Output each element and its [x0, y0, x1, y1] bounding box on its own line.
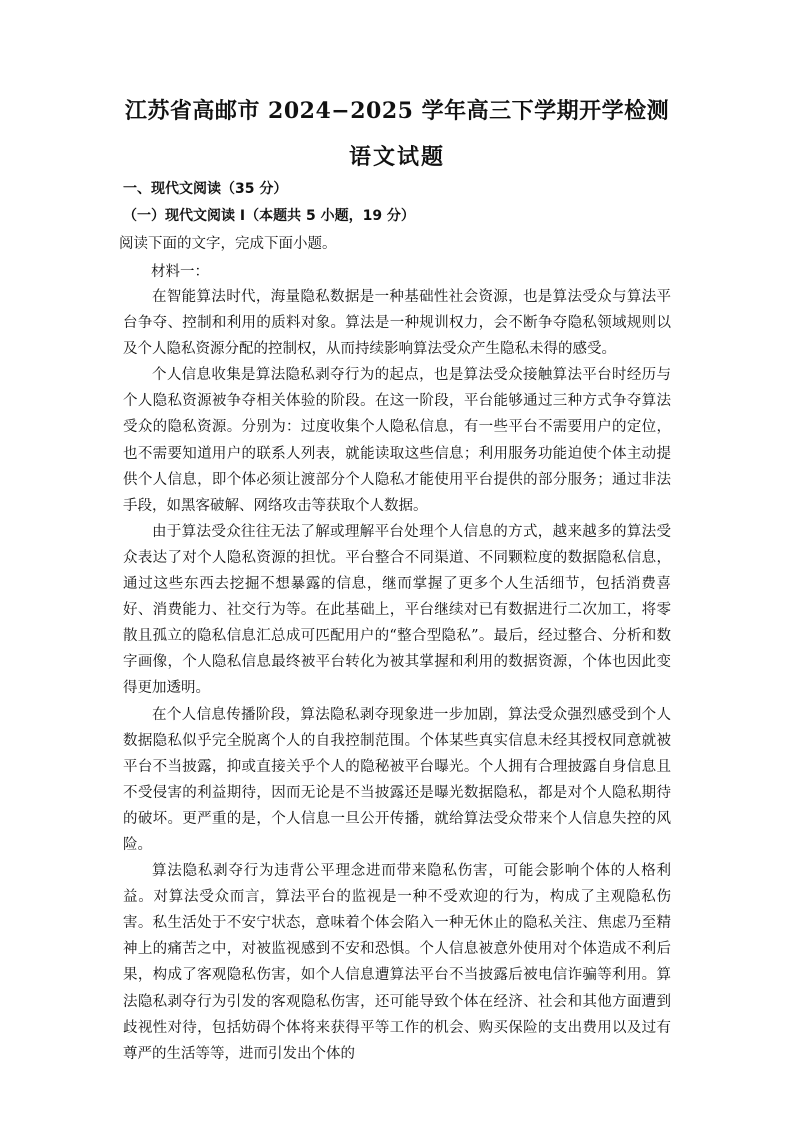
passage-paragraph-2: 个人信息收集是算法隐私剥夺行为的起点，也是算法受众接触算法平台时经历与个人隐私资源被争夺相关体验的阶段。在这一阶段，平台能够通过三种方式争夺算法受众的隐私资源。分别为：过度收集个人隐私信息，有一些平台不需要用户的定位，也不需要知道用户的联系人列表，就能读取这些信息；利用服务功能迫使个体主动提供个人信息，即个体必须让渡部分个人隐私才能使用平台提供的部分服务；通过非法手段，如黑客破解、网络攻击等获取个人数据。	[123, 367, 671, 514]
passage-paragraph-4: 在个人信息传播阶段，算法隐私剥夺现象进一步加剧，算法受众强烈感受到个人数据隐私似乎完全脱离个人的自我控制范围。个体某些真实信息未经其授权同意就被平台不当披露，抑或直接关乎个人的隐秘被平台曝光。个人拥有合理披露自身信息且不受侵害的利益期待，因而无论是不当披露还是曝光数据隐私，都是对个人隐私期待的破坏。更严重的是，个人信息一旦公开传播，就给算法受众带来个人信息失控的风险。	[123, 706, 671, 853]
passage-paragraph-5: 算法隐私剥夺行为违背公平理念进而带来隐私伤害，可能会影响个体的人格利益。对算法受众而言，算法平台的监视是一种不受欢迎的行为，构成了主观隐私伤害。私生活处于不安宁状态，意味着个体会陷入一种无休止的隐私关注、焦虑乃至精神上的痛苦之中，对被监视感到不安和恐惧。个人信息被意外使用对个体造成不利后果，构成了客观隐私伤害，如个人信息遭算法平台不当披露后被电信诈骗等利用。算法隐私剥夺行为引发的客观隐私伤害，还可能导致个体在经济、社会和其他方面遭到歧视性对待，包括妨碍个体将来获得平等工作的机会、购买保险的支出费用以及过有尊严的生活等等，进而引发出个体的	[123, 863, 671, 1062]
passage-body	[123, 284, 671, 1067]
document-subtitle: 语文试题	[348, 144, 445, 170]
passage-paragraph-1: 在智能算法时代，海量隐私数据是一种基础性社会资源，也是算法受众与算法平台争夺、控制和利用的质料对象。算法是一种规训权力，会不断争夺隐私领域规则以及个人隐私资源分配的控制权，从而持续影响算法受众产生隐私未得的感受。	[123, 289, 671, 358]
material-label: 材料一：	[151, 264, 209, 280]
section-heading: 一、现代文阅读（35 分）	[123, 181, 288, 197]
document-title: 江苏省高邮市 2024−2025 学年高三下学期开学检测	[124, 98, 670, 124]
reading-instruction: 阅读下面的文字，完成下面小题。	[119, 236, 337, 252]
passage-paragraph-3: 由于算法受众往往无法了解或理解平台处理个人信息的方式，越来越多的算法受众表达了对个人隐私资源的担忧。平台整合不同渠道、不同颗粒度的数据隐私信息，通过这些东西去挖掘不想暴露的信息，继而掌握了更多个人生活细节，包括消费喜好、消费能力、社交行为等。在此基础上，平台继续对已有数据进行二次加工，将零散且孤立的隐私信息汇总成可匹配用户的“整合型隐私”。最后，经过整合、分析和数字画像，个人隐私信息最终被平台转化为被其掌握和利用的数据资源，个体也因此变得更加透明。	[123, 523, 671, 697]
section-subheading: （一）现代文阅读 I（本题共 5 小题，19 分）	[123, 208, 415, 224]
